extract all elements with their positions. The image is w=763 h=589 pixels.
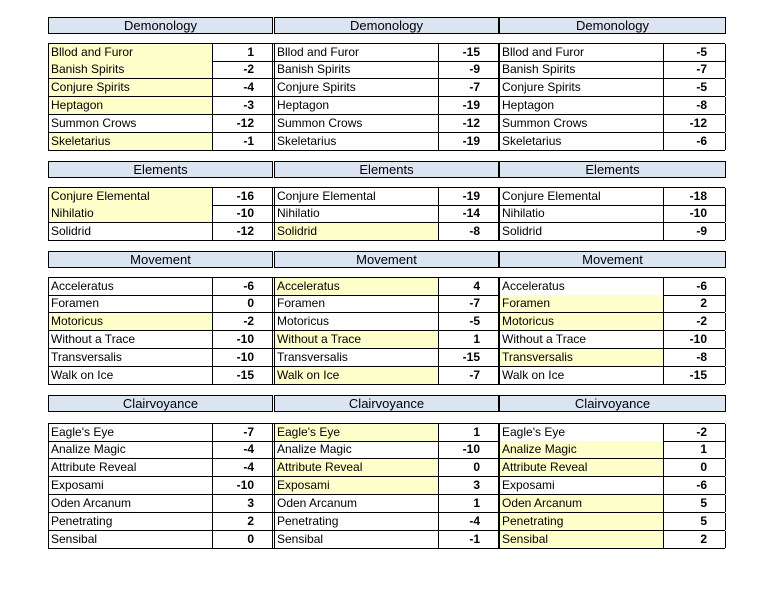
spell-name: Penetrating: [274, 513, 439, 530]
spell-name: Without a Trace: [499, 331, 664, 348]
table-row: [48, 61, 274, 79]
spell-name: Conjure Elemental: [499, 188, 664, 205]
spell-value: -2: [664, 424, 726, 441]
spell-name: Transversalis: [274, 349, 439, 366]
table-row: [274, 223, 500, 241]
spell-value: -10: [213, 349, 273, 366]
table-row: [274, 277, 500, 296]
table-row: [274, 133, 500, 151]
spell-name: Exposami: [274, 477, 439, 494]
spell-name: Conjure Spirits: [48, 79, 213, 96]
section-header: Clairvoyance: [499, 395, 726, 412]
spell-name: Sensibal: [499, 531, 664, 548]
spell-name: Foramen: [499, 295, 664, 312]
spell-name: Attribute Reveal: [48, 459, 213, 476]
spell-value: -10: [664, 205, 726, 222]
spell-value: -2: [664, 313, 726, 330]
table-row: [48, 223, 274, 241]
table-row: [274, 531, 500, 549]
spell-value: 0: [213, 295, 273, 312]
table-row: [274, 513, 500, 531]
spell-value: 0: [213, 531, 273, 548]
spell-value: -15: [439, 349, 499, 366]
spell-name: Eagle's Eye: [48, 424, 213, 441]
spell-value: -1: [439, 531, 499, 548]
table-row: [499, 349, 725, 367]
table-row: [48, 441, 274, 459]
spell-value: -16: [213, 188, 273, 205]
spell-value: -8: [664, 349, 726, 366]
spell-name: Foramen: [48, 295, 213, 312]
table-row: [499, 133, 725, 151]
spell-name: Without a Trace: [274, 331, 439, 348]
table-row: [48, 133, 274, 151]
spell-value: -19: [439, 188, 499, 205]
spell-name: Analize Magic: [499, 441, 664, 458]
spell-value: -7: [213, 424, 273, 441]
table-row: [274, 423, 500, 442]
spell-name: Eagle's Eye: [499, 424, 664, 441]
spell-name: Banish Spirits: [499, 61, 664, 78]
spell-value: -6: [664, 477, 726, 494]
spell-name: Acceleratus: [274, 278, 439, 295]
section-header: Demonology: [274, 17, 499, 34]
table-row: [48, 477, 274, 495]
table-row: [499, 495, 725, 513]
spell-value: 2: [213, 513, 273, 530]
spell-name: Bllod and Furor: [274, 44, 439, 61]
spell-value: 0: [664, 459, 726, 476]
spell-name: Heptagon: [274, 97, 439, 114]
spell-name: Skeletarius: [48, 133, 213, 150]
spell-name: Solidrid: [274, 223, 439, 240]
spell-name: Transversalis: [499, 349, 664, 366]
table-row: [48, 423, 274, 442]
spell-value: -6: [664, 133, 726, 150]
table-row: [274, 61, 500, 79]
spell-name: Oden Arcanum: [499, 495, 664, 512]
table-row: [48, 277, 274, 296]
spell-name: Heptagon: [499, 97, 664, 114]
spell-name: Eagle's Eye: [274, 424, 439, 441]
spell-value: -15: [664, 367, 726, 384]
table-row: [274, 97, 500, 115]
table-row: [499, 531, 725, 549]
table-row: [499, 459, 725, 477]
spell-name: Nihilatio: [499, 205, 664, 222]
spell-value: -10: [664, 331, 726, 348]
section-header: Movement: [274, 251, 499, 268]
table-row: [274, 115, 500, 133]
table-row: [499, 79, 725, 97]
table-row: [48, 205, 274, 223]
spell-name: Without a Trace: [48, 331, 213, 348]
table-row: [499, 513, 725, 531]
section-header: Clairvoyance: [274, 395, 499, 412]
spell-value: -4: [213, 459, 273, 476]
spell-value: -10: [213, 205, 273, 222]
table-row: [274, 43, 500, 62]
spell-value: -3: [213, 97, 273, 114]
spell-value: 2: [664, 295, 726, 312]
table-row: [274, 349, 500, 367]
spell-value: -7: [664, 61, 726, 78]
spell-name: Nihilatio: [274, 205, 439, 222]
table-row: [499, 295, 725, 313]
spell-name: Penetrating: [48, 513, 213, 530]
spell-name: Banish Spirits: [48, 61, 213, 78]
table-row: [48, 513, 274, 531]
spell-name: Acceleratus: [499, 278, 664, 295]
spell-value: -10: [213, 477, 273, 494]
spell-value: -19: [439, 97, 499, 114]
spell-value: -10: [213, 331, 273, 348]
table-row: [274, 331, 500, 349]
spell-value: -14: [439, 205, 499, 222]
spell-value: -8: [439, 223, 499, 240]
table-row: [48, 115, 274, 133]
spell-name: Walk on Ice: [499, 367, 664, 384]
spell-value: -6: [213, 278, 273, 295]
spell-value: 3: [439, 477, 499, 494]
spell-name: Exposami: [48, 477, 213, 494]
spell-name: Sensibal: [274, 531, 439, 548]
table-row: [499, 313, 725, 331]
table-row: [48, 43, 274, 62]
spell-value: -15: [439, 44, 499, 61]
table-row: [274, 477, 500, 495]
section-header: Movement: [499, 251, 726, 268]
spell-value: -15: [213, 367, 273, 384]
spell-name: Transversalis: [48, 349, 213, 366]
table-row: [499, 61, 725, 79]
spell-name: Oden Arcanum: [274, 495, 439, 512]
table-row: [499, 223, 725, 241]
table-row: [48, 187, 274, 206]
spell-name: Summon Crows: [499, 115, 664, 132]
spell-name: Bllod and Furor: [499, 44, 664, 61]
spell-name: Attribute Reveal: [274, 459, 439, 476]
spell-name: Conjure Elemental: [48, 188, 213, 205]
table-row: [499, 43, 725, 62]
table-row: [48, 295, 274, 313]
spell-value: -4: [213, 79, 273, 96]
table-row: [274, 495, 500, 513]
table-row: [499, 277, 725, 296]
spell-value: 3: [213, 495, 273, 512]
spell-name: Walk on Ice: [48, 367, 213, 384]
section-header: Demonology: [499, 17, 726, 34]
spell-value: -19: [439, 133, 499, 150]
spell-value: -12: [664, 115, 726, 132]
spell-value: -2: [213, 61, 273, 78]
spell-name: Summon Crows: [274, 115, 439, 132]
spell-name: Motoricus: [499, 313, 664, 330]
section-header: Elements: [274, 161, 499, 178]
table-row: [274, 295, 500, 313]
spell-value: -7: [439, 367, 499, 384]
spell-name: Banish Spirits: [274, 61, 439, 78]
spell-name: Solidrid: [48, 223, 213, 240]
table-row: [499, 205, 725, 223]
spell-name: Oden Arcanum: [48, 495, 213, 512]
spell-value: 1: [664, 441, 726, 458]
spell-name: Analize Magic: [274, 441, 439, 458]
table-row: [274, 441, 500, 459]
table-row: [499, 331, 725, 349]
spell-name: Conjure Elemental: [274, 188, 439, 205]
table-row: [499, 97, 725, 115]
spell-name: Conjure Spirits: [499, 79, 664, 96]
spell-value: -7: [439, 295, 499, 312]
table-row: [499, 441, 725, 459]
section-header: Clairvoyance: [48, 395, 273, 412]
spell-name: Analize Magic: [48, 441, 213, 458]
spell-name: Solidrid: [499, 223, 664, 240]
table-row: [499, 367, 725, 385]
section-header: Demonology: [48, 17, 273, 34]
spell-name: Skeletarius: [499, 133, 664, 150]
spell-name: Nihilatio: [48, 205, 213, 222]
spell-value: -18: [664, 188, 726, 205]
spell-name: Motoricus: [274, 313, 439, 330]
spell-value: -4: [439, 513, 499, 530]
table-row: [499, 115, 725, 133]
spell-value: -4: [213, 441, 273, 458]
table-row: [499, 423, 725, 442]
spell-value: 1: [439, 331, 499, 348]
table-row: [48, 97, 274, 115]
table-row: [499, 187, 725, 206]
spell-value: -5: [439, 313, 499, 330]
spell-value: -5: [664, 44, 726, 61]
table-row: [48, 79, 274, 97]
table-row: [48, 313, 274, 331]
spell-value: 4: [439, 278, 499, 295]
table-row: [274, 367, 500, 385]
table-row: [274, 187, 500, 206]
table-row: [48, 531, 274, 549]
spell-name: Bllod and Furor: [48, 44, 213, 61]
spell-name: Penetrating: [499, 513, 664, 530]
spell-value: 0: [439, 459, 499, 476]
table-row: [48, 331, 274, 349]
spell-name: Sensibal: [48, 531, 213, 548]
spell-name: Skeletarius: [274, 133, 439, 150]
table-row: [48, 495, 274, 513]
spell-name: Foramen: [274, 295, 439, 312]
spell-value: -1: [213, 133, 273, 150]
table-row: [48, 349, 274, 367]
spell-name: Heptagon: [48, 97, 213, 114]
table-row: [274, 79, 500, 97]
table-row: [48, 459, 274, 477]
table-row: [274, 459, 500, 477]
table-row: [48, 367, 274, 385]
spell-value: -5: [664, 79, 726, 96]
spell-value: -6: [664, 278, 726, 295]
spell-name: Motoricus: [48, 313, 213, 330]
table-row: [274, 205, 500, 223]
spell-value: 2: [664, 531, 726, 548]
section-header: Elements: [499, 161, 726, 178]
spell-value: -7: [439, 79, 499, 96]
spell-name: Walk on Ice: [274, 367, 439, 384]
spell-value: -8: [664, 97, 726, 114]
spell-name: Summon Crows: [48, 115, 213, 132]
spell-name: Attribute Reveal: [499, 459, 664, 476]
spell-value: -10: [439, 441, 499, 458]
section-header: Elements: [48, 161, 273, 178]
spell-value: -12: [439, 115, 499, 132]
spell-name: Acceleratus: [48, 278, 213, 295]
spell-value: -2: [213, 313, 273, 330]
spell-value: -9: [439, 61, 499, 78]
table-row: [274, 313, 500, 331]
spell-value: 1: [439, 424, 499, 441]
section-header: Movement: [48, 251, 273, 268]
spell-name: Conjure Spirits: [274, 79, 439, 96]
spell-value: -12: [213, 115, 273, 132]
spell-value: 5: [664, 495, 726, 512]
spell-value: -9: [664, 223, 726, 240]
spell-value: 1: [213, 44, 273, 61]
spell-name: Exposami: [499, 477, 664, 494]
spell-value: 1: [439, 495, 499, 512]
table-row: [499, 477, 725, 495]
spell-value: -12: [213, 223, 273, 240]
spell-value: 5: [664, 513, 726, 530]
